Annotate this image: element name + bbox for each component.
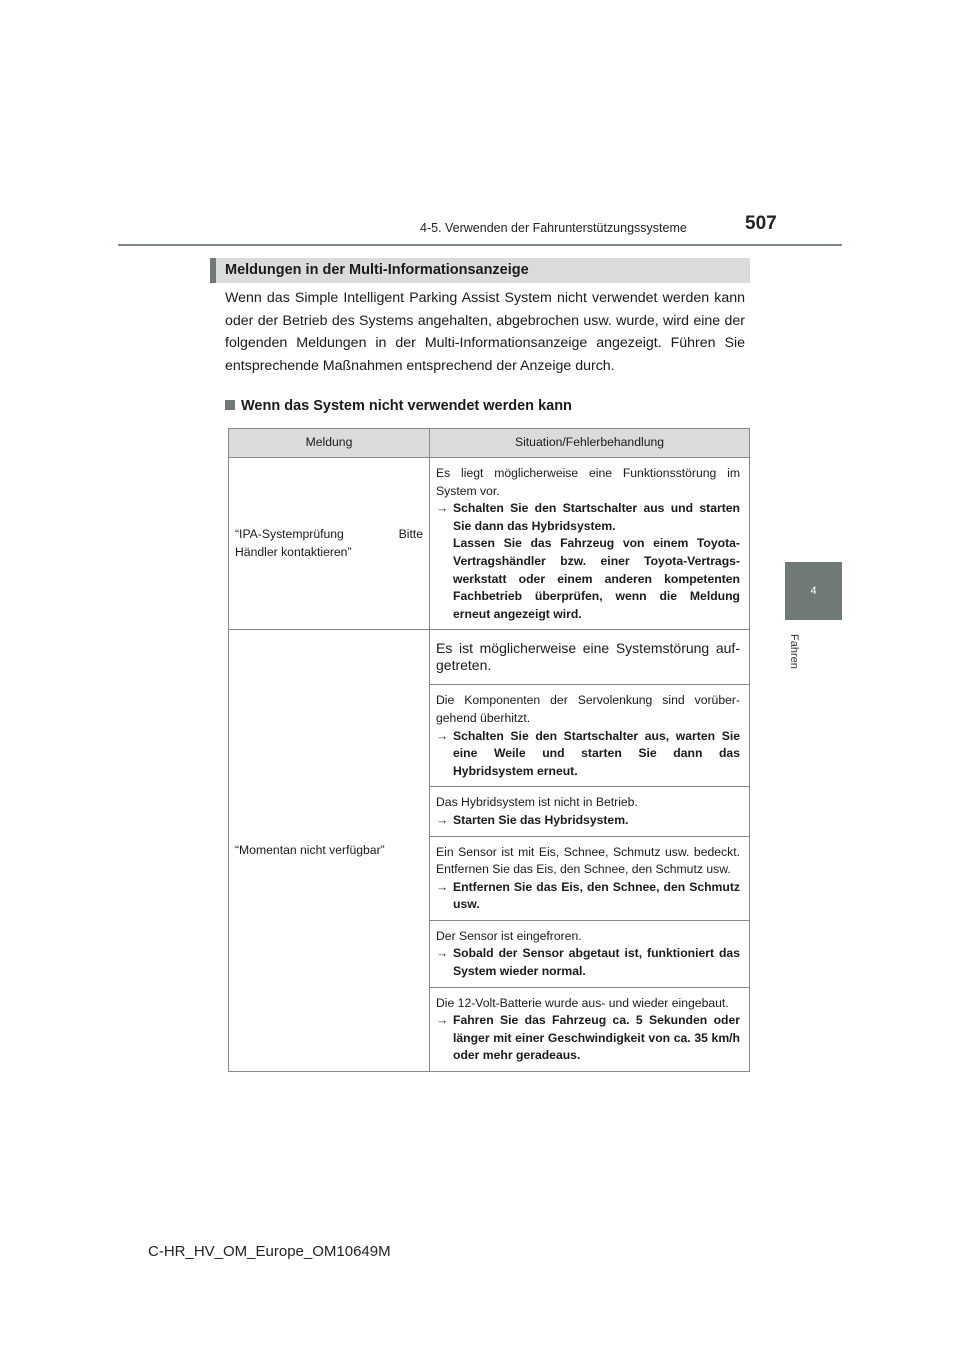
- column-header-message: Meldung: [229, 429, 430, 458]
- message-text: Bitte: [398, 527, 423, 542]
- action-item: → Fahren Sie das Fahrzeug ca. 5 Sekunden oder länger mit einer Geschwindigkeit von ca. 35 km/h oder mehr geradeaus.: [436, 1013, 740, 1063]
- section-accent: [210, 258, 216, 283]
- section-title: Meldungen in der Multi-Informationsanzeige: [225, 262, 529, 278]
- action-item: → Schalten Sie den Startschalter aus, warten Sie eine Weile und starten Sie dann das Hybridsystem erneut.: [436, 728, 740, 778]
- message-text: Händler kontaktieren”: [235, 544, 352, 559]
- situation-item: Der Sensor ist eingefroren. → Sobald der Sensor abgetaut ist, funktioniert das System wieder normal.: [430, 921, 749, 988]
- arrow-icon: →: [436, 728, 449, 743]
- situation-cell: [430, 630, 750, 1072]
- arrow-icon: →: [436, 812, 449, 827]
- chapter-label-text: Fahren: [788, 634, 800, 669]
- intro-paragraph: Wenn das Simple Intelligent Parking Assist System nicht verwendet werden kann oder der Betrieb des Systems angehalten, abgebrochen usw. wurde, wird eine der folgenden Meldungen in der Multi-Informationsanzeige angezeigt. Führen Sie entsprechende Maßnahmen entsprechend der Anzeige durch.: [225, 290, 745, 374]
- section-heading-bar: [210, 258, 750, 283]
- table-row: [229, 630, 750, 1072]
- message-text: “IPA-Systemprüfung: [235, 527, 344, 542]
- action-item: Lassen Sie das Fahrzeug von einem Toyota-Vertragshändler bzw. einer Toyota-Vertragswerkstatt oder einem anderen kompetenten Fachbetrieb überprüfen, wenn die Meldung erneut angezeigt wird.: [453, 536, 740, 621]
- message-cell: [229, 630, 430, 1072]
- subheading: [225, 398, 572, 414]
- message-text: “Momentan nicht verfügbar”: [235, 842, 385, 857]
- situation-item: Die Komponenten der Servolenkung sind vorübergehend überhitzt. → Schalten Sie den Startschalter aus, warten Sie eine Weile und starten Sie dann das Hybridsystem erneut.: [430, 685, 749, 787]
- square-bullet-icon: [225, 400, 235, 410]
- message-cell: [229, 458, 430, 630]
- action-item: → Entfernen Sie das Eis, den Schnee, den Schmutz usw.: [436, 879, 740, 912]
- chapter-label: [786, 628, 806, 672]
- situation-item: Die 12-Volt-Batterie wurde aus- und wieder eingebaut. → Fahren Sie das Fahrzeug ca. 5 Sekunden oder länger mit einer Geschwindigkeit von ca. 35 km/h oder mehr geradeaus.: [430, 988, 749, 1071]
- running-header-section: 4-5. Verwenden der Fahrunterstützungssysteme: [420, 221, 687, 235]
- message-table: [228, 428, 750, 1072]
- chapter-tab: 4: [785, 562, 842, 620]
- column-header-situation: Situation/Fehlerbehandlung: [430, 429, 750, 458]
- table-header-row: [229, 429, 750, 458]
- situation-item: Ein Sensor ist mit Eis, Schnee, Schmutz usw. bedeckt. Entfernen Sie das Eis, den Schnee, den Schmutz usw. → Entfernen Sie das Eis, den Schnee, den Schmutz usw.: [430, 837, 749, 921]
- situation-item: Es ist möglicherweise eine Systemstörung aufgetreten.: [430, 630, 749, 685]
- action-item: → Sobald der Sensor abgetaut ist, funktioniert das System wieder normal.: [436, 946, 740, 979]
- action-item: → Schalten Sie den Startschalter aus und starten Sie dann das Hybridsystem.: [436, 501, 740, 533]
- document-code-footer: C-HR_HV_OM_Europe_OM10649M: [148, 1243, 391, 1260]
- arrow-icon: →: [436, 501, 449, 516]
- arrow-icon: →: [436, 1013, 449, 1028]
- page-number: 507: [745, 213, 777, 234]
- arrow-icon: →: [436, 946, 449, 961]
- arrow-icon: →: [436, 879, 449, 894]
- header-divider: [118, 244, 842, 246]
- situation-item: Das Hybridsystem ist nicht in Betrieb. → Starten Sie das Hybridsystem.: [430, 787, 749, 836]
- situation-text: Es liegt möglicherweise eine Funktionsstörung im System vor.: [436, 466, 740, 498]
- subheading-text: Wenn das System nicht verwendet werden kann: [241, 398, 572, 414]
- action-item: → Starten Sie das Hybridsystem.: [436, 812, 740, 830]
- situation-cell: [430, 458, 750, 630]
- table-row: [229, 458, 750, 630]
